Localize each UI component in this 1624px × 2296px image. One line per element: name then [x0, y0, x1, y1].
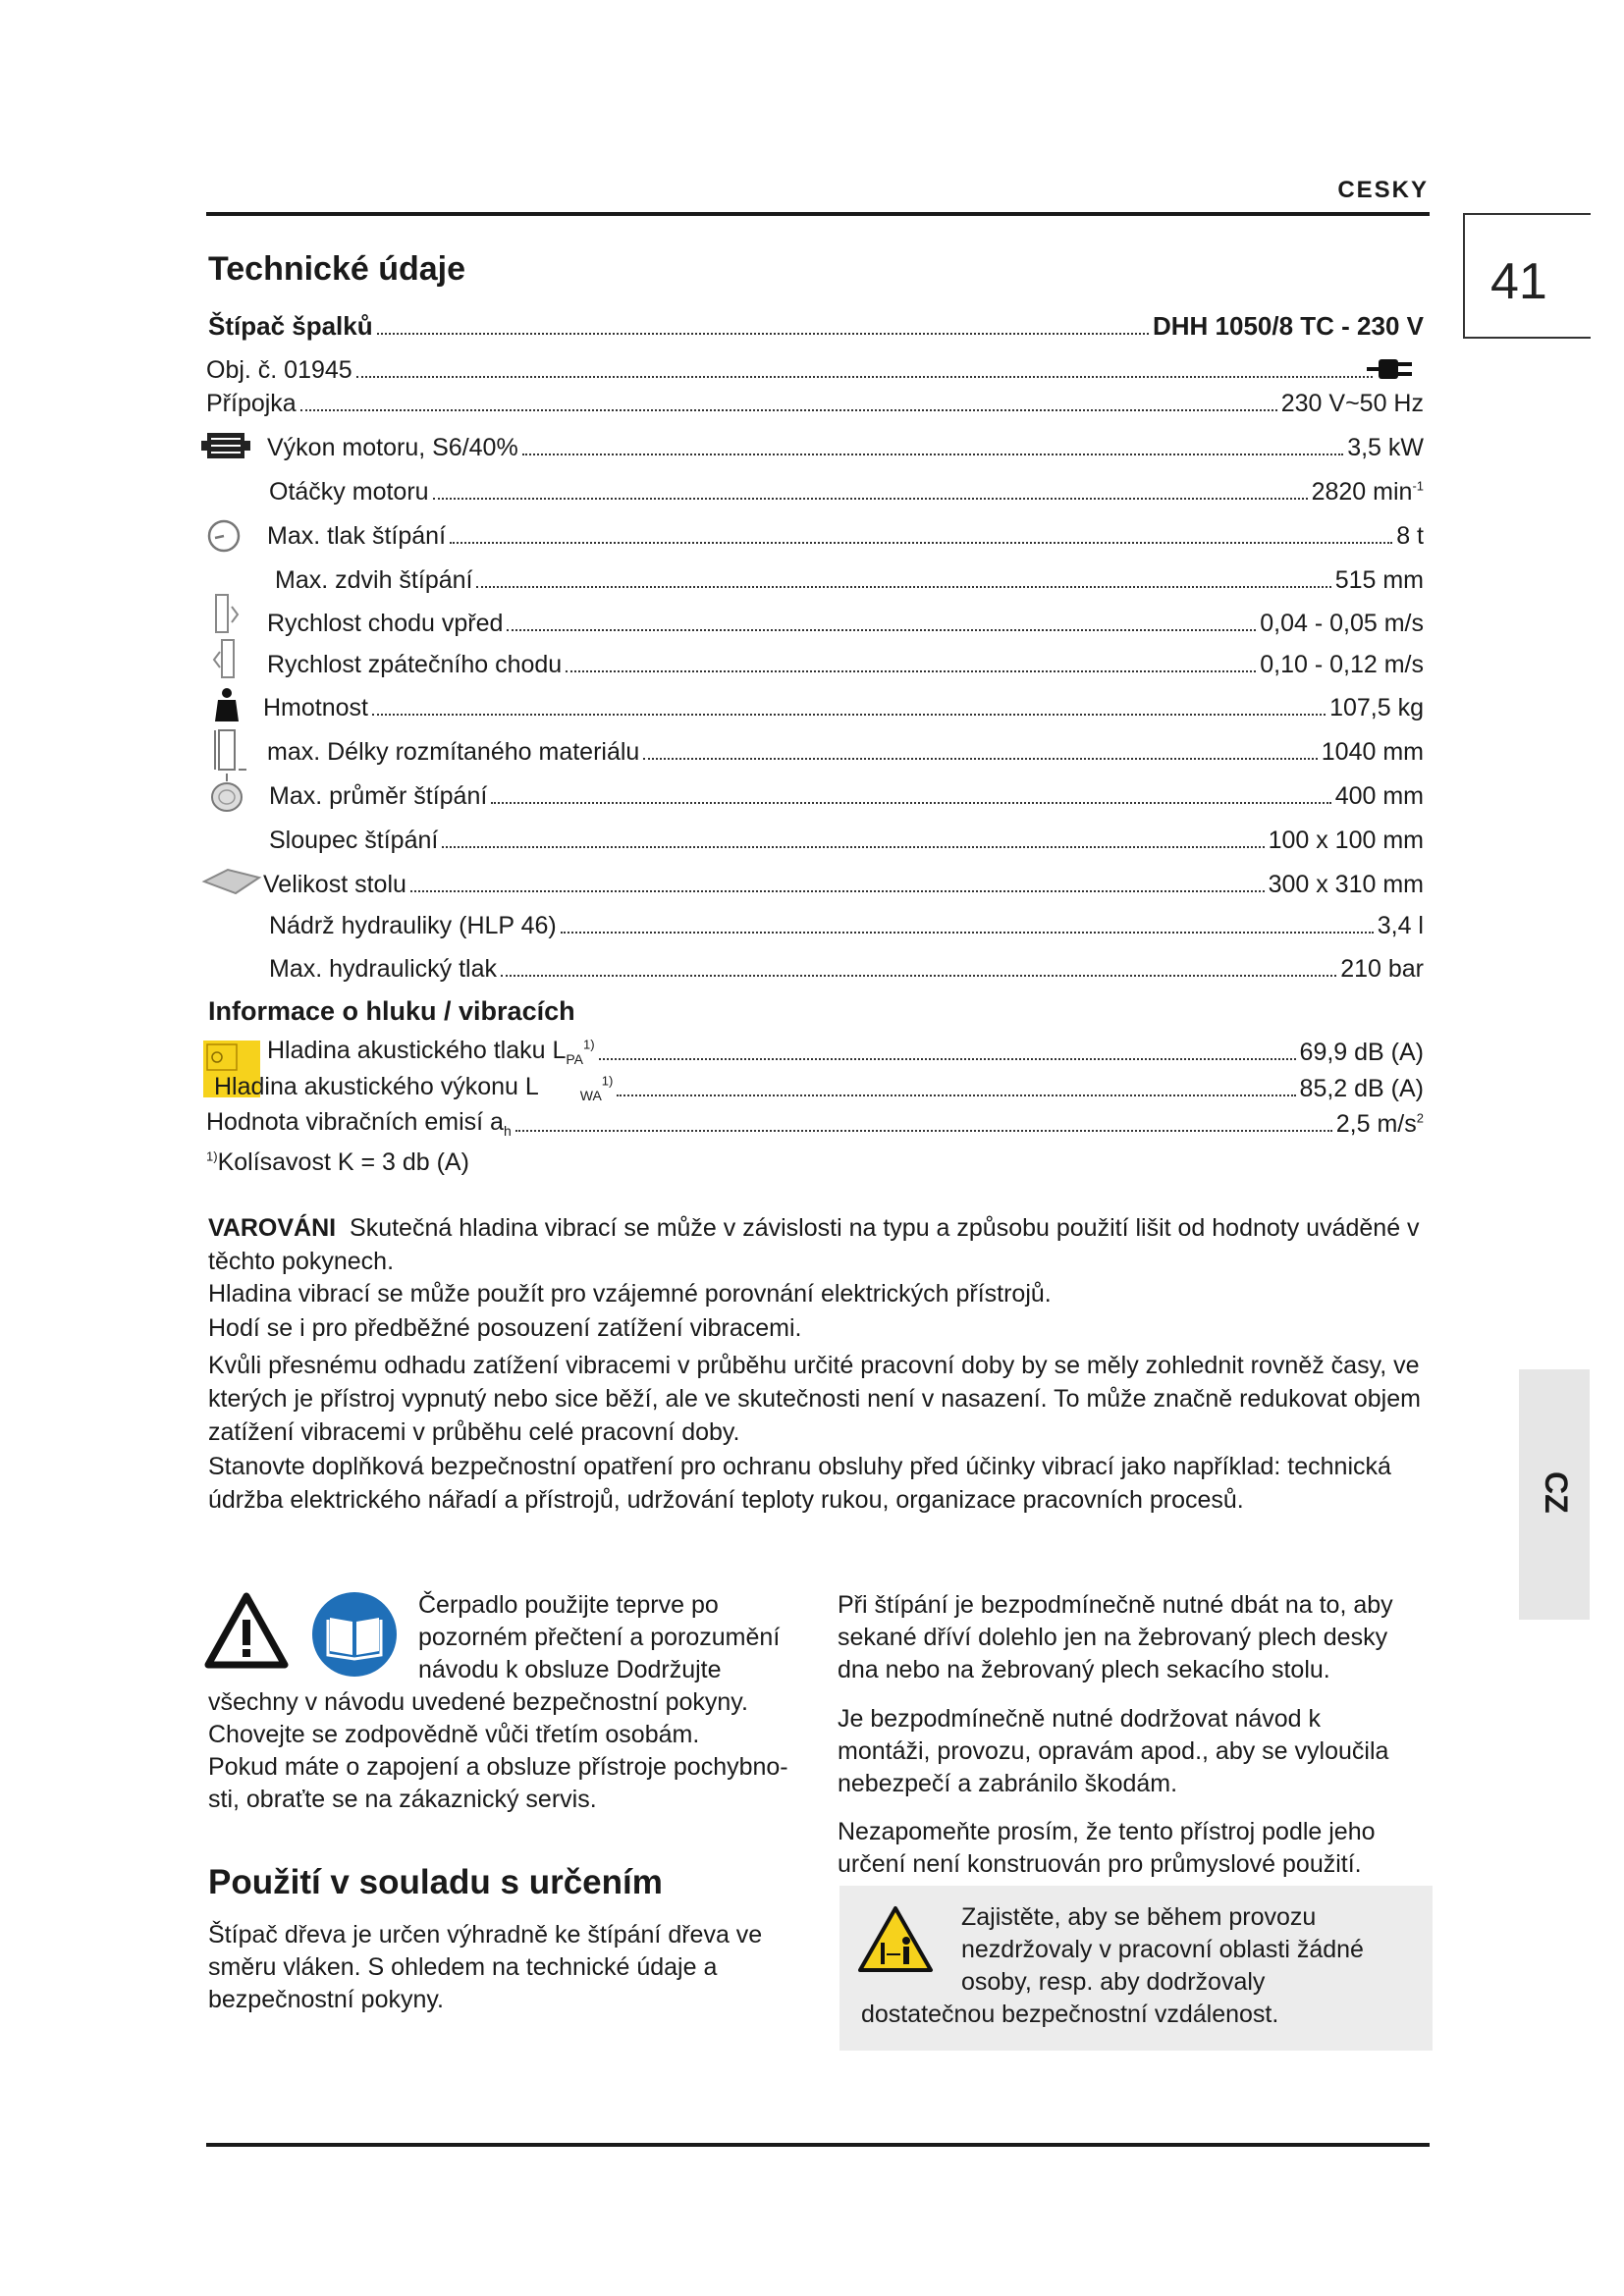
read-manual-icon — [310, 1590, 399, 1679]
spec-row — [267, 605, 1424, 638]
spec-value: 230 V~50 Hz — [1280, 390, 1424, 417]
leader-dots — [566, 670, 1256, 672]
spec-label: Rychlost zpátečního chodu — [267, 651, 563, 678]
safety-distance-notice — [839, 1886, 1433, 2051]
spec-label: Max. zdvih štípání — [275, 566, 473, 594]
spec-value: 0,10 - 0,12 m/s — [1260, 651, 1424, 678]
spec-label: Přípojka — [206, 390, 297, 417]
leader-dots — [433, 498, 1308, 500]
third-persons-text: Chovejte se zodpovědně vůči třetím osobám. — [208, 1721, 700, 1748]
spec-label: Obj. č. 01945 — [206, 356, 352, 384]
pressure-gauge-icon — [206, 518, 242, 554]
spec-row — [267, 429, 1424, 462]
leader-dots — [300, 409, 1277, 411]
leader-dots — [356, 376, 1373, 378]
spec-label: Sloupec štípání — [269, 827, 439, 854]
manual-text-line: Čerpadlo použijte teprve po — [418, 1591, 719, 1619]
spec-value: 3,4 l — [1377, 912, 1424, 939]
warning-paragraph: Hodí se i pro předběžné posouzení zatížení vibracemi. — [208, 1314, 802, 1342]
notice-line: osoby, resp. aby dodržovaly — [961, 1968, 1266, 1996]
spec-label: Rychlost chodu vpřed — [267, 610, 504, 637]
noise-row — [214, 1070, 1424, 1103]
service-text: Pokud máte o zapojení a obsluze přístroje pochybno-sti, obraťte se na zákaznický servis. — [208, 1753, 788, 1813]
spec-row — [206, 351, 1377, 385]
product-row — [208, 308, 1424, 342]
assembly-text: Je bezpodmínečně nutné dodržovat návod k montáži, provozu, opravám apod., aby se vyloučila nebezpečí a zabránilo škodám. — [838, 1705, 1389, 1797]
leader-dots — [599, 1058, 1296, 1060]
product-model: DHH 1050/8 TC - 230 V — [1152, 311, 1424, 341]
splitting-text: Při štípání je bezpodmínečně nutné dbát na to, aby sekané dříví dolehlo jen na žebrovaný plech desky dna nebo na žebrovaný plech sekacího stolu. — [838, 1591, 1393, 1683]
spec-value: 0,04 - 0,05 m/s — [1260, 610, 1424, 637]
noise-label: Hodnota vibračních emisí $a_h$ — [206, 1108, 512, 1139]
leader-dots — [501, 975, 1336, 977]
spec-row — [267, 733, 1424, 767]
motor-icon — [201, 429, 250, 462]
spec-row — [269, 473, 1424, 507]
usage-text: Štípač dřeva je určen výhradně ke štípání dřeva ve směru vláken. S ohledem na technické údaje a bezpečnostní pokyny. — [208, 1921, 763, 2013]
leader-dots — [515, 1130, 1332, 1132]
spec-value: 210 bar — [1340, 955, 1424, 983]
leader-dots — [522, 454, 1344, 455]
keep-distance-icon — [857, 1905, 934, 1974]
spec-row — [269, 907, 1424, 940]
spec-value: 107,5 kg — [1329, 694, 1424, 721]
spec-row — [267, 517, 1424, 551]
noise-value: 69,9 dB (A) — [1299, 1039, 1424, 1066]
spec-row — [269, 950, 1424, 984]
warning-paragraph: Stanovte doplňková bezpečnostní opatření pro ochranu obsluhy před účinky vibrací jako například: technická údržba elektrického nářadí a přístrojů, udržování teploty rukou, organizace pracovních procesů. — [208, 1453, 1391, 1514]
table-size-icon — [200, 864, 263, 899]
noise-row — [267, 1034, 1424, 1067]
leader-dots — [476, 586, 1330, 588]
manual-text-line: návodu k obsluze Dodržujte — [418, 1656, 722, 1683]
spec-label: Max. průměr štípání — [269, 782, 488, 810]
weight-icon — [214, 686, 240, 723]
noise-label: Hladina akustického výkonu L $_{WA}^{1)}$ — [214, 1073, 614, 1103]
leader-dots — [377, 333, 1149, 335]
spec-row — [267, 646, 1424, 679]
warning-paragraph: Kvůli přesnému odhadu zatížení vibracemi v průběhu určité pracovní doby by se měly zohlednit rovněž časy, ve kterých je přístroj vypnutý nebo sice běží, ale ve skutečnosti není v nasazení. To může značně redukovat objem zatížení vibracemi v průběhu celé pracovní doby. — [208, 1352, 1421, 1446]
log-diameter-icon — [208, 772, 245, 815]
notice-line: Zajistěte, aby se během provozu — [961, 1903, 1317, 1931]
warning-paragraph: Hladina vibrací se může použít pro vzájemné porovnání elektrických přístrojů. — [208, 1280, 1052, 1308]
notice-line: dostatečnou bezpečnostní vzdálenost. — [861, 2001, 1279, 2028]
spec-label: Nádrž hydrauliky (HLP 46) — [269, 912, 557, 939]
spec-label: Max. hydraulický tlak — [269, 955, 498, 983]
spec-row — [275, 561, 1424, 595]
warning-paragraph: VAROVÁNI Skutečná hladina vibrací se může v závislosti na typu a způsobu použití lišit od hodnoty uváděné v těchto pokynech. — [208, 1214, 1420, 1275]
spec-row — [263, 866, 1424, 899]
spec-value: 300 x 310 mm — [1268, 871, 1424, 898]
spec-label: max. Délky rozmítaného materiálu — [267, 738, 640, 766]
noise-value: 85,2 dB (A) — [1299, 1075, 1424, 1102]
forward-speed-icon — [212, 593, 242, 636]
industrial-use-text: Nezapomeňte prosím, že tento přístroj podle jeho určení není konstruován pro průmyslové použití. — [838, 1818, 1376, 1878]
page-number-box — [1463, 213, 1591, 339]
leader-dots — [372, 714, 1326, 716]
noise-heading: Informace o hluku / vibracích — [208, 996, 575, 1026]
spec-value: 3,5 kW — [1347, 434, 1424, 461]
product-label: Štípač špalků — [208, 311, 373, 341]
language-code: CZ — [1539, 1471, 1574, 1514]
language-side-tab — [1519, 1369, 1590, 1620]
manual-text-line: pozorném přečtení a porozumění — [418, 1624, 781, 1651]
spec-label: Hmotnost — [263, 694, 368, 721]
leader-dots — [410, 890, 1265, 892]
spec-row — [269, 777, 1424, 811]
leader-dots — [450, 542, 1392, 544]
leader-dots — [561, 932, 1374, 934]
spec-value: 8 t — [1396, 522, 1424, 550]
spec-row — [206, 385, 1424, 418]
bottom-rule — [206, 2143, 1430, 2147]
plug-icon — [1365, 353, 1416, 385]
spec-value: 2820 $\min^{-1}$ — [1311, 478, 1424, 506]
spec-label: Výkon motoru, S6/40% — [267, 434, 518, 461]
top-rule — [206, 212, 1430, 216]
notice-line: nezdržovaly v pracovní oblasti žádné — [961, 1936, 1364, 1963]
leader-dots — [442, 846, 1264, 848]
warning-triangle-icon — [204, 1592, 289, 1671]
leader-dots — [617, 1095, 1295, 1096]
language-header: CESKY — [1337, 177, 1429, 203]
spec-row — [269, 822, 1424, 855]
noise-value: 2,5 $m/s^2$ — [1335, 1110, 1424, 1138]
leader-dots — [643, 758, 1317, 760]
spec-label: Velikost stolu — [263, 871, 406, 898]
log-length-icon — [211, 726, 250, 775]
manual-text-line: všechny v návodu uvedené bezpečnostní pokyny. — [208, 1688, 748, 1716]
leader-dots — [491, 802, 1330, 804]
noise-footnote: $^{1)}$Kolísavost K = 3 db (A) — [206, 1148, 469, 1176]
spec-label: Otáčky motoru — [269, 478, 429, 506]
noise-row — [206, 1105, 1424, 1139]
spec-value: 1040 mm — [1321, 738, 1424, 766]
page-title: Technické údaje — [208, 250, 466, 288]
spec-label: Max. tlak štípání — [267, 522, 447, 550]
noise-label: Hladina akustického tlaku $L_{PA}^{1)}$ — [267, 1037, 595, 1067]
spec-row — [263, 689, 1424, 722]
leader-dots — [507, 629, 1256, 631]
return-speed-icon — [212, 638, 242, 681]
spec-value: 400 mm — [1334, 782, 1424, 810]
page-number: 41 — [1490, 253, 1547, 310]
spec-value: 515 mm — [1334, 566, 1424, 594]
spec-value: 100 x 100 mm — [1268, 827, 1424, 854]
usage-heading: Použití v souladu s určením — [208, 1863, 663, 1901]
